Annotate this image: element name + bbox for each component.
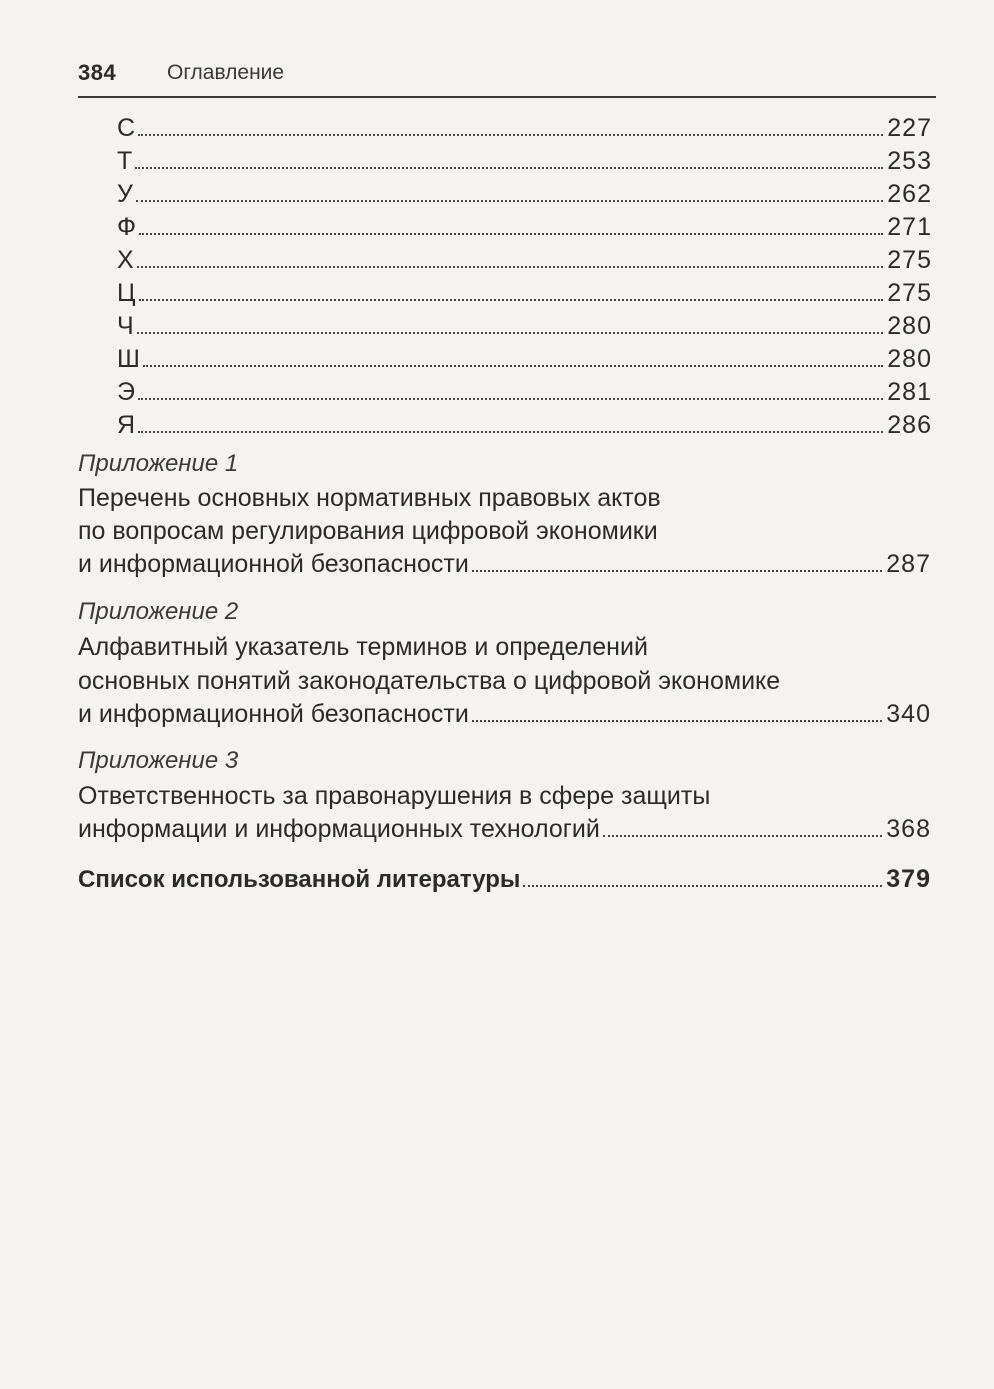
toc-entry-letter[interactable] [117, 113, 932, 143]
toc-entry-letter[interactable] [117, 311, 932, 341]
appendix-last-line [78, 814, 931, 844]
toc-entry-page: 253 [887, 147, 932, 175]
toc-entry-page: 275 [887, 279, 932, 307]
running-title: Оглавление [167, 61, 285, 84]
toc-entry-label: Т [117, 147, 133, 175]
toc-entry-page: 262 [887, 180, 932, 208]
bibliography-label: Список использованной литературы [78, 866, 521, 893]
dot-leader [523, 885, 882, 887]
toc-entry-label: Ф [117, 213, 137, 241]
toc-entry-label: Ш [117, 345, 140, 373]
toc-entry-letter[interactable] [117, 245, 932, 275]
dot-leader [472, 720, 882, 722]
toc-entry-bibliography[interactable] [78, 864, 931, 894]
dot-leader [135, 167, 883, 169]
toc-entry-label: Х [117, 246, 134, 274]
toc-entry-page: 280 [887, 345, 932, 373]
toc-entry-page: 281 [887, 378, 932, 406]
appendix-text-line: Ответственность за правонарушения в сфере защиты [78, 782, 711, 810]
dot-leader [138, 398, 883, 400]
toc-entry-letter[interactable] [117, 179, 932, 209]
dot-leader [143, 365, 883, 367]
toc-entry-page: 275 [887, 246, 932, 274]
toc-entry-page: 287 [886, 550, 931, 578]
toc-entry-letter[interactable] [117, 410, 932, 440]
appendix-text-line: и информационной безопасности [78, 700, 469, 728]
appendix-text-line: Алфавитный указатель терминов и определений [78, 633, 648, 661]
toc-entry-label: Ц [117, 279, 136, 307]
toc-entry-page: 340 [886, 700, 931, 728]
toc-entry-letter[interactable] [117, 212, 932, 242]
toc-entry-page: 227 [887, 114, 932, 142]
dot-leader [139, 233, 883, 235]
toc-entry-page: 280 [887, 312, 932, 340]
toc-entry-label: У [117, 180, 133, 208]
toc-entry-label: Э [117, 378, 135, 406]
toc-entry-letter[interactable] [117, 146, 932, 176]
toc-entry-page: 368 [886, 815, 931, 843]
toc-entry-label: Ч [117, 312, 134, 340]
toc-entry-page: 286 [887, 411, 932, 439]
toc-entry-label: С [117, 114, 136, 142]
running-header [78, 58, 936, 98]
toc-entry-letter[interactable] [117, 278, 932, 308]
appendix-title: Приложение 2 [78, 598, 239, 625]
toc-entry-letter[interactable] [117, 377, 932, 407]
appendix-text-line: информации и информационных технологий [78, 815, 600, 843]
dot-leader [603, 835, 882, 837]
dot-leader [137, 332, 884, 334]
appendix-last-line [78, 549, 931, 579]
dot-leader [138, 134, 883, 136]
toc-entry-page: 379 [886, 865, 931, 893]
dot-leader [472, 570, 882, 572]
dot-leader [138, 431, 883, 433]
dot-leader [137, 266, 884, 268]
dot-leader [139, 299, 884, 301]
toc-entry-label: Я [117, 411, 136, 439]
appendix-text-line: Перечень основных нормативных правовых актов [78, 484, 661, 512]
appendix-text-line: основных понятий законодательства о цифровой экономике [78, 667, 781, 695]
appendix-title: Приложение 1 [78, 450, 239, 477]
toc-entry-page: 271 [887, 213, 932, 241]
appendix-title: Приложение 3 [78, 747, 239, 774]
appendix-last-line [78, 699, 931, 729]
appendix-text-line: по вопросам регулирования цифровой экономики [78, 517, 658, 545]
toc-entry-letter[interactable] [117, 344, 932, 374]
appendix-text-line: и информационной безопасности [78, 550, 469, 578]
dot-leader [136, 200, 883, 202]
page-number: 384 [78, 60, 117, 85]
